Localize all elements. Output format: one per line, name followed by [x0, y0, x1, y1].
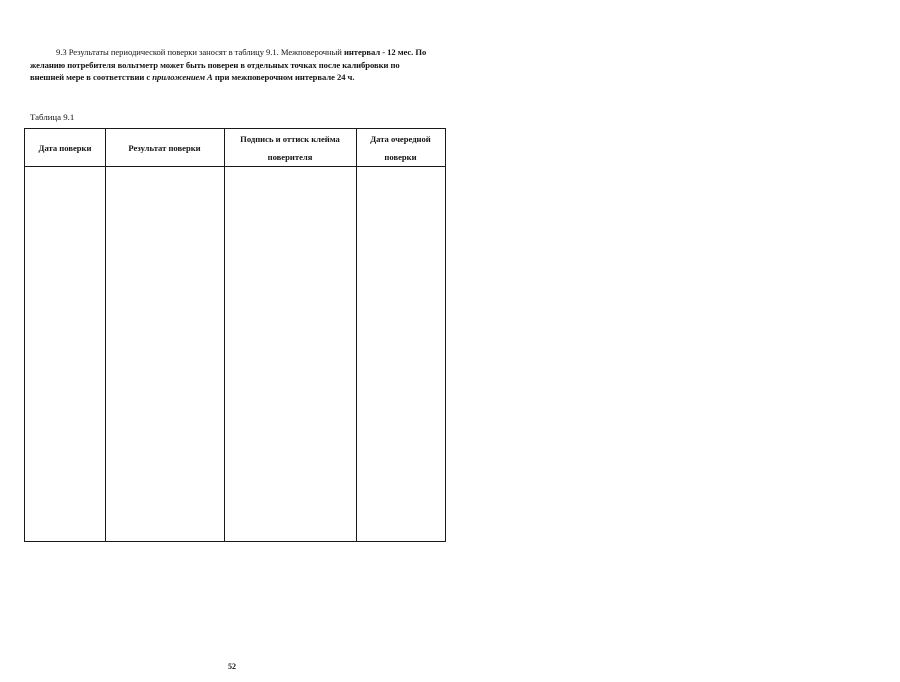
paragraph-body-1: интервал - 12 мес. По желанию потребителя вольтметр может быть поверен в отдельных точках после калибровки по внешней мере в соответствии с — [30, 47, 427, 83]
paragraph-body-2: при межповерочном интервале 24 ч. — [212, 72, 355, 83]
header-verification-result: Результат поверки — [128, 142, 201, 153]
header-signature-and-stamp: Подпись и оттиск клейма поверителя — [240, 133, 340, 162]
section-paragraph — [30, 46, 430, 84]
header-verification-date: Дата поверки — [38, 142, 92, 153]
column-divider-3 — [356, 129, 357, 541]
column-divider-1 — [105, 129, 106, 541]
appendix-reference: приложением А — [152, 72, 213, 83]
verification-records-table — [24, 128, 446, 542]
header-next-verification-date: Дата очередной поверки — [370, 133, 431, 162]
table-header-row — [25, 129, 445, 167]
page-number: 52 — [228, 662, 236, 671]
table-caption: Таблица 9.1 — [30, 112, 75, 122]
column-divider-2 — [224, 129, 225, 541]
paragraph-lead: 9.3 Результаты периодической поверки заносят в таблицу 9.1. Межповерочный — [56, 47, 342, 57]
